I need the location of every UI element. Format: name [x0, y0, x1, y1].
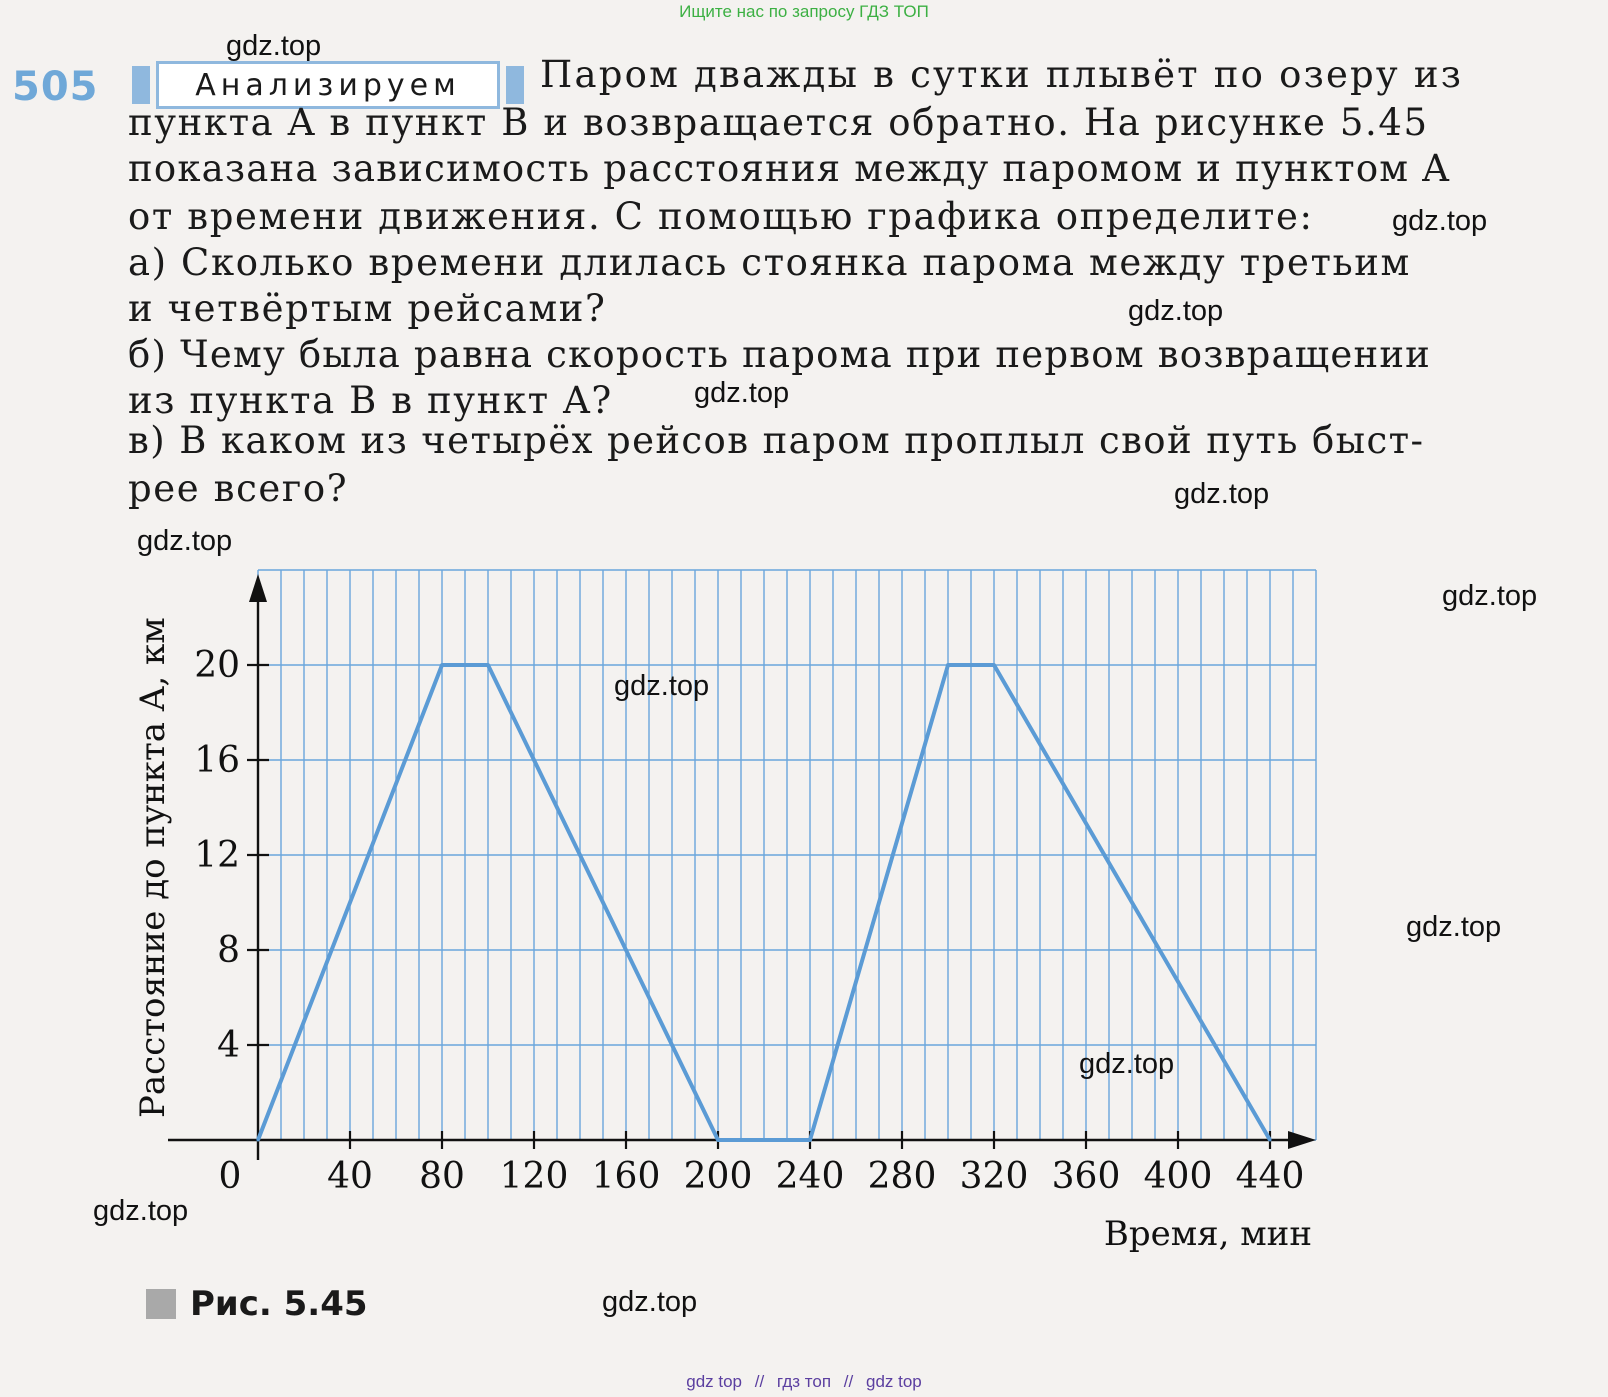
y-axis-arrow [249, 574, 267, 602]
bottom-banner-sep: // [754, 1372, 765, 1391]
watermark: gdz.top [1406, 911, 1502, 943]
x-tick-label: 280 [867, 1156, 937, 1197]
bottom-banner-sep: // [843, 1372, 854, 1391]
problem-line-1: Паром дважды в сутки плывёт по озеру из [540, 53, 1464, 96]
x-tick-label: 120 [499, 1156, 569, 1197]
problem-line-4: от времени движения. С помощью графика определите: [128, 195, 1314, 238]
watermark: gdz.top [137, 525, 233, 557]
series-point [487, 664, 490, 667]
series-point [947, 664, 950, 667]
bottom-banner-item: гдз топ [776, 1372, 832, 1391]
y-axis-label: Расстояние до пункта A, км [133, 617, 173, 1118]
x-axis-label: Время, мин [1103, 1214, 1312, 1254]
x-tick-label: 160 [591, 1156, 661, 1197]
y-tick-label: 8 [217, 930, 240, 971]
series-point [441, 664, 444, 667]
y-tick-label: 12 [194, 835, 240, 876]
x-tick-label: 440 [1235, 1156, 1305, 1197]
problem-number: 505 [12, 64, 99, 110]
watermark: gdz.top [614, 670, 710, 702]
problem-line-9: в) В каком из четырёх рейсов паром проплыл свой путь быст- [128, 419, 1425, 462]
y-tick-label: 16 [194, 740, 240, 781]
caption-text: Рис. 5.45 [190, 1284, 368, 1324]
x-tick-label: 0 [218, 1156, 242, 1197]
bottom-banner [0, 1372, 1608, 1392]
top-banner: Ищите нас по запросу ГДЗ ТОП [679, 2, 929, 21]
x-tick-label: 40 [327, 1156, 373, 1197]
series-point [993, 664, 996, 667]
series-point [257, 1139, 260, 1142]
tag-label: Анализируем [156, 61, 500, 109]
series-point [717, 1139, 720, 1142]
bottom-banner-item: gdz top [865, 1372, 922, 1391]
bottom-banner-item: gdz top [686, 1372, 742, 1391]
x-tick-label: 400 [1143, 1156, 1213, 1197]
figure-caption [146, 1284, 368, 1324]
series-point [809, 1139, 812, 1142]
watermark: gdz.top [1174, 478, 1270, 510]
problem-line-10: рее всего? [128, 467, 349, 510]
x-tick-label: 200 [683, 1156, 753, 1197]
problem-line-3: показана зависимость расстояния между паромом и пунктом A [128, 147, 1451, 190]
x-tick-label: 80 [419, 1156, 465, 1197]
watermark: gdz.top [1442, 580, 1538, 612]
problem-line-6: и четвёртым рейсами? [128, 287, 607, 330]
x-tick-label: 360 [1051, 1156, 1121, 1197]
watermark: gdz.top [1392, 205, 1488, 237]
caption-square [146, 1289, 176, 1319]
watermark: gdz.top [93, 1195, 189, 1227]
x-axis-arrow [1288, 1131, 1316, 1149]
series-point [1269, 1139, 1272, 1142]
problem-line-2: пункта A в пункт B и возвращается обратно. На рисунке 5.45 [128, 101, 1429, 144]
problem-line-8: из пункта B в пункт A? [128, 379, 613, 422]
y-tick-label: 4 [217, 1025, 240, 1066]
watermark: gdz.top [602, 1286, 698, 1318]
problem-line-7: б) Чему была равна скорость парома при первом возвращении [128, 333, 1432, 376]
x-tick-label: 320 [959, 1156, 1029, 1197]
problem-line-5: а) Сколько времени длилась стоянка парома между третьим [128, 241, 1411, 284]
chart-ticks [194, 645, 1304, 1197]
watermark: gdz.top [1079, 1048, 1175, 1080]
watermark: gdz.top [1128, 295, 1224, 327]
watermark: gdz.top [226, 30, 322, 62]
watermark: gdz.top [694, 377, 790, 409]
x-tick-label: 240 [775, 1156, 845, 1197]
y-tick-label: 20 [194, 645, 240, 686]
